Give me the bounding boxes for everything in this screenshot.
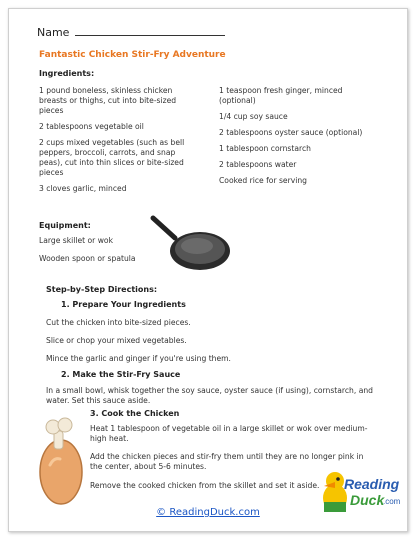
chicken-drumstick-icon [28, 415, 94, 510]
step3-line: Remove the cooked chicken from the skillet and set it aside. [90, 481, 320, 490]
step2-text: In a small bowl, whisk together the soy sauce, oyster sauce (if using), cornstarch, and water. Set this sauce aside. [46, 386, 373, 405]
step1-line: Slice or chop your mixed vegetables. [46, 336, 187, 345]
equipment-item: Wooden spoon or spatula [39, 254, 136, 263]
ingredient-item: Cooked rice for serving [219, 176, 307, 185]
ingredient-item: 2 tablespoons water [219, 160, 297, 169]
step3-line: Add the chicken pieces and stir-fry them until they are no longer pink in the center, about 5-6 minutes. [90, 452, 364, 471]
logo-com-text: .com [383, 497, 401, 506]
reading-duck-logo [320, 462, 408, 528]
directions-heading: Step-by-Step Directions: [46, 285, 158, 294]
ingredient-item: 2 tablespoons oyster sauce (optional) [219, 128, 363, 137]
readingduck-link[interactable]: © ReadingDuck.com [156, 507, 260, 518]
logo-reading-text: Reading [344, 476, 400, 492]
logo-duck-text: Duck [350, 492, 385, 508]
frying-pan-icon [145, 212, 235, 274]
worksheet-title: Fantastic Chicken Stir-Fry Adventure [39, 50, 226, 60]
ingredients-right-column [219, 86, 379, 192]
ingredient-item: 1 pound boneless, skinless chicken breasts or thighs, cut into bite-sized pieces [39, 86, 177, 115]
step1-line: Mince the garlic and ginger if you're using them. [46, 354, 231, 363]
step3-line: Heat 1 tablespoon of vegetable oil in a large skillet or wok over medium-high heat. [90, 424, 368, 443]
ingredient-item: 3 cloves garlic, minced [39, 184, 127, 193]
equipment-item: Large skillet or wok [39, 236, 113, 245]
step3-title: 3. Cook the Chicken [90, 409, 180, 418]
name-label: Name [37, 26, 70, 39]
name-line[interactable] [75, 25, 225, 36]
ingredient-item: 1 teaspoon fresh ginger, minced (optional) [219, 86, 343, 105]
ingredient-item: 2 cups mixed vegetables (such as bell peppers, broccoli, carrots, and snap peas), cut into thin slices or bite-sized pieces [39, 138, 185, 177]
name-row [37, 25, 225, 39]
step1-title: 1. Prepare Your Ingredients [61, 300, 186, 309]
ingredient-item: 1/4 cup soy sauce [219, 112, 288, 121]
step2-title: 2. Make the Stir-Fry Sauce [61, 370, 181, 379]
ingredient-item: 2 tablespoons vegetable oil [39, 122, 144, 131]
step1-line: Cut the chicken into bite-sized pieces. [46, 318, 191, 327]
ingredient-item: 1 tablespoon cornstarch [219, 144, 311, 153]
equipment-heading: Equipment: [39, 221, 91, 230]
ingredients-left-column [39, 86, 199, 200]
ingredients-heading: Ingredients: [39, 69, 95, 78]
